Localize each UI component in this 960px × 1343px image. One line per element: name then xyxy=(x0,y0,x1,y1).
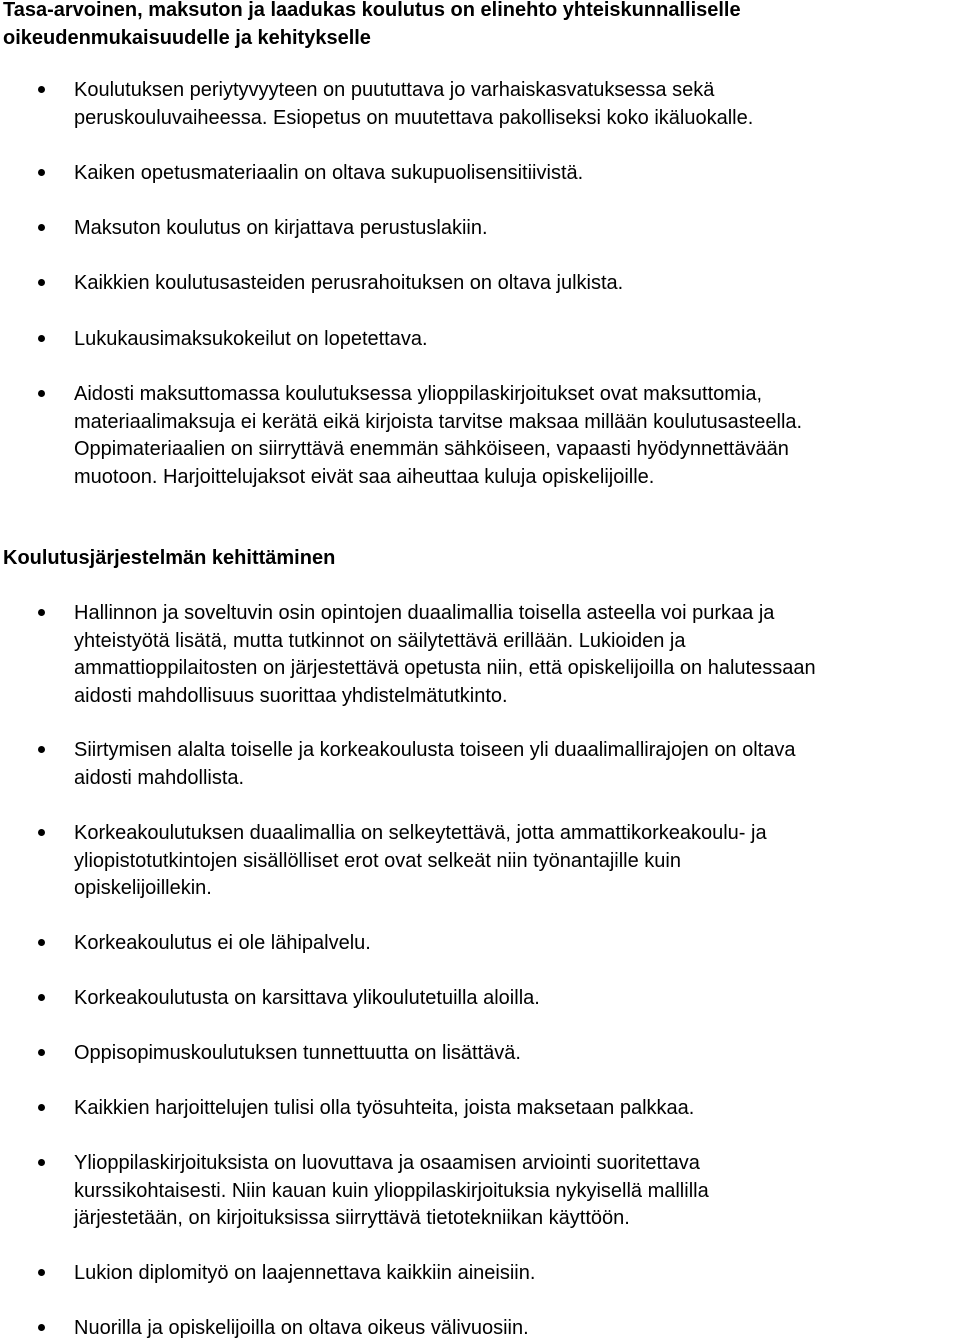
text-line: Korkeakoulutusta on karsittava ylikoulutetuilla aloilla. xyxy=(74,987,540,1009)
list-item-text xyxy=(74,600,960,710)
list-item-text xyxy=(74,1040,960,1068)
text-line: yliopistotutkintojen sisällölliset erot ovat selkeät niin työnantajille kuin xyxy=(74,849,681,872)
bullet-icon xyxy=(38,939,45,946)
text-line: Korkeakoulutus ei ole lähipalvelu. xyxy=(74,932,371,954)
text-line: Kaiken opetusmateriaalin on oltava sukupuolisensitiivistä. xyxy=(74,162,584,184)
list-item-text xyxy=(74,737,960,792)
text-line: opiskelijoillekin. xyxy=(74,877,212,899)
bullet-icon xyxy=(38,1324,45,1331)
list-item-text xyxy=(74,1260,960,1288)
list-item-text xyxy=(74,1150,960,1233)
text-line: Nuorilla ja opiskelijoilla on oltava oikeus välivuosiin. xyxy=(74,1317,529,1339)
list-item-text xyxy=(74,160,960,188)
list-item-text xyxy=(74,270,960,298)
bullet-icon xyxy=(38,279,45,286)
bullet-icon xyxy=(38,746,45,753)
text-line: muotoon. Harjoittelujaksot eivät saa aiheuttaa kuluja opiskelijoille. xyxy=(74,465,655,488)
bullet-icon xyxy=(38,224,45,231)
bullet-icon xyxy=(38,1049,45,1056)
list-item-text xyxy=(74,820,960,903)
bullet-icon xyxy=(38,994,45,1001)
text-line: Koulutuksen periytyvyyteen on puututtava jo varhaiskasvatuksessa sekä xyxy=(74,79,715,101)
text-line: peruskouluvaiheessa. Esiopetus on muutettava pakolliseksi koko ikäluokalle. xyxy=(74,106,754,129)
text-line: Aidosti maksuttomassa koulutuksessa ylioppilaskirjoitukset ovat maksuttomia, xyxy=(74,383,763,405)
list-item-text xyxy=(74,215,960,243)
bullet-icon xyxy=(38,829,45,836)
text-line: ammattioppilaitosten on järjestettävä opetusta niin, että opiskelijoilla on halutessaan xyxy=(74,657,816,679)
bullet-icon xyxy=(38,609,45,616)
section-heading-system-development: Koulutusjärjestelmän kehittäminen xyxy=(3,547,336,569)
text-line: Oppisopimuskoulutuksen tunnettuutta on lisättävä. xyxy=(74,1042,521,1064)
text-line: Hallinnon ja soveltuvin osin opintojen duaalimallia toisella asteella voi purkaa ja xyxy=(74,602,775,624)
heading-line: oikeudenmukaisuudelle ja kehitykselle xyxy=(3,26,371,49)
section-heading-equality xyxy=(3,0,741,52)
text-line: Korkeakoulutuksen duaalimallia on selkeytettävä, jotta ammattikorkeakoulu- ja xyxy=(74,822,767,844)
text-line: Siirtymisen alalta toiselle ja korkeakoulusta toiseen yli duaalimallirajojen on oltava xyxy=(74,739,796,761)
text-line: järjestetään, on kirjoituksissa siirryttävä tietotekniikan käyttöön. xyxy=(74,1207,630,1229)
list-item-text xyxy=(74,77,960,132)
bullet-icon xyxy=(38,390,45,397)
list-item-text xyxy=(74,930,960,958)
text-line: yhteistyötä lisätä, mutta tutkinnot on säilytettävä erillään. Lukioiden ja xyxy=(74,629,686,652)
list-item-text xyxy=(74,1315,960,1343)
text-line: Oppimateriaalien on siirryttävä enemmän sähköiseen, vapaasti hyödynnettävään xyxy=(74,438,789,460)
list-item-text xyxy=(74,381,960,491)
bullet-icon xyxy=(38,1269,45,1276)
text-line: aidosti mahdollista. xyxy=(74,766,245,789)
bullet-icon xyxy=(38,335,45,342)
text-line: Kaikkien harjoittelujen tulisi olla työsuhteita, joista maksetaan palkkaa. xyxy=(74,1097,695,1119)
text-line: Kaikkien koulutusasteiden perusrahoituksen on oltava julkista. xyxy=(74,272,624,294)
list-item-text xyxy=(74,985,960,1013)
text-line: Maksuton koulutus on kirjattava perustuslakiin. xyxy=(74,217,488,239)
bullet-icon xyxy=(38,1159,45,1166)
text-line: materiaalimaksuja ei kerätä eikä kirjoista tarvitse maksaa millään koulutusasteella. xyxy=(74,410,803,433)
list-item-text xyxy=(74,1095,960,1123)
heading-line: Tasa-arvoinen, maksuton ja laadukas koulutus on elinehto yhteiskunnalliselle xyxy=(3,0,741,21)
bullet-icon xyxy=(38,169,45,176)
list-item-text xyxy=(74,326,960,354)
text-line: Ylioppilaskirjoituksista on luovuttava ja osaamisen arviointi suoritettava xyxy=(74,1152,700,1174)
bullet-icon xyxy=(38,1104,45,1111)
text-line: Lukion diplomityö on laajennettava kaikkiin aineisiin. xyxy=(74,1262,536,1284)
text-line: kurssikohtaisesti. Niin kauan kuin ylioppilaskirjoituksia nykyisellä mallilla xyxy=(74,1179,709,1202)
text-line: aidosti mahdollisuus suorittaa yhdistelmätutkinto. xyxy=(74,684,508,707)
text-line: Lukukausimaksukokeilut on lopetettava. xyxy=(74,328,428,350)
bullet-icon xyxy=(38,86,45,93)
